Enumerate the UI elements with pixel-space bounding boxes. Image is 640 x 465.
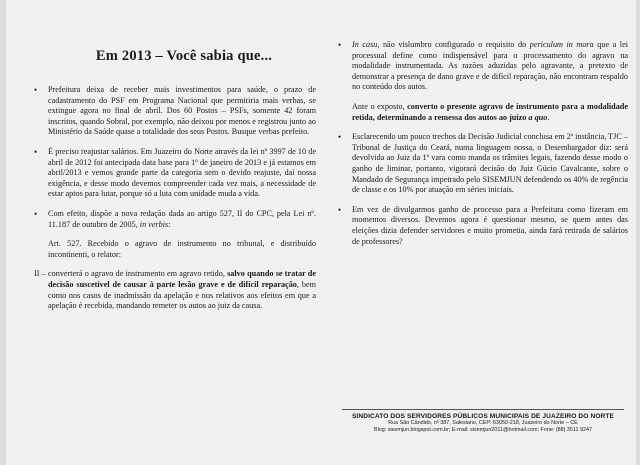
footer-org: SINDICATO DOS SERVIDORES PÚBLICOS MUNICIPAIS DE JUAZEIRO DO NORTE	[351, 413, 615, 420]
bullet-icon: •	[338, 204, 342, 215]
right-column	[338, 40, 628, 256]
bullet-icon: •	[34, 85, 38, 95]
list-item	[338, 132, 628, 196]
footer	[342, 409, 624, 434]
item-text: , não vislumbro configurado o requisito do	[377, 40, 530, 49]
bullet-icon: •	[338, 132, 342, 143]
item-text: Prefeitura deixa de receber mais investimentos para saúde, o prazo de cadastramento do PSF em Programa Nacional que permitiria mais verbas, se extingue agora no final de abril. Dos 60 Postos – PSFs, somente 42 foram inscritos, quando Sobral, por exemplo, não deixou por menos e registrou junto ao Ministério da Saúde quase a totalidade dos seus Postos. Busque verbas prefeito.	[48, 85, 316, 137]
item-text-italic: in verbis	[139, 219, 169, 229]
bullet-icon: •	[338, 40, 342, 50]
decision-paragraph	[338, 102, 628, 123]
roman-clause	[34, 269, 316, 311]
item-text: Em vez de divulgarmos ganho de processo para a Prefeitura como fizeram em momentos diversos. Devemos agora é questionar mesmo, se quem antes das eleições dizia defender servidores e muito prometia, ainda fará retirada de salários de professores?	[352, 204, 628, 246]
clause-text: , bem como nos casos de inadmissão da apelação e nos relativos aos efeitos em que a apelação é recebida, mandando remeter os autos ao juiz da causa.	[48, 279, 316, 311]
list-item	[338, 205, 628, 247]
item-text: É preciso reajustar salários. Em Juazeiro do Norte através da lei nº 3997 de 10 de abril de 2012 foi antecipada data base para 1º de janeiro de 2013 e já estamos em abril/2013 e vemos grande parte da categoria sem o devido reajuste, daí nossa exigência, e desse modo devemos compreender cada vez mais, a necessidade de estar aptos para lutar, porque só a luta com unidade muda a vida.	[48, 146, 316, 199]
list-item	[34, 147, 316, 200]
para-text: Ante o exposto,	[352, 101, 408, 111]
document-page	[6, 0, 636, 465]
item-text-italic: periculum in mora	[529, 40, 594, 49]
item-text-italic: In casu	[352, 40, 378, 49]
article-quote: Art. 527. Recebido o agravo de instrumento no tribunal, e distribuído incontinenti, o relator:	[48, 239, 316, 259]
item-text: Com efeito, dispõe a nova redação dada ao artigo 527, II do CPC, pela Lei nº. 11.187 de outubro de 2005,	[48, 208, 316, 229]
item-text: que a lei processual define como indispensável para o processamento do agravo na modalidade instrumentada. As razões aduzidas pelo agravante, a pretexto de demonstrar a presença de dano grave e de difícil reparação, não encontram respaldo no conteúdo dos autos.	[352, 40, 628, 92]
item-text: Esclarecendo um pouco trechos da Decisão Judicial conclusa em 2ª instância, TJC – Tribunal de Justiça do Ceará, numa linguagem nossa, o Desembargador diz: será devolvida ao Juiz da 1ª vara como manda os trâmites legais, fazendo desse modo o ganho de liminar, portanto, vigorará decisão do Juiz Gúcio Cavalcante, sobre o Mandado de Segurança impetrado pelo SISEMJUN defendendo os 40% de regência de classe e os 10% por atuação em séries iniciais.	[352, 132, 628, 195]
item-text: :	[168, 219, 171, 229]
list-item	[34, 85, 316, 138]
footer-contact: Blog: sisemjun.blogspot.com.br; E-mail: sisemjun2011@hotmail.com; Fone: (88) 3511 9247	[373, 426, 592, 433]
clause-text-bold: salvo quando se tratar de decisão suscetível de causar à parte lesão grave e de difícil reparação	[48, 269, 316, 289]
para-text-bold: converto o presente agravo de instrumento para a modalidade retida, determinando a remessa dos autos ao juízo	[352, 101, 628, 122]
para-text: .	[547, 112, 550, 122]
bullet-icon: •	[34, 146, 38, 157]
roman-number: II –	[34, 269, 46, 279]
left-column	[34, 48, 316, 312]
page-title: Em 2013 – Você sabia que...	[95, 48, 273, 64]
list-item	[34, 209, 316, 230]
list-item	[338, 40, 628, 93]
footer-address: Rua São Cândido, nº 387, Salesiano, CEP: 63050-218, Juazeiro do Norte – CE	[388, 420, 578, 426]
para-text-bold-italic: a quo	[528, 112, 548, 122]
clause-text: converterá o agravo de instrumento em agravo retido,	[48, 269, 228, 279]
bullet-icon: •	[34, 208, 38, 219]
